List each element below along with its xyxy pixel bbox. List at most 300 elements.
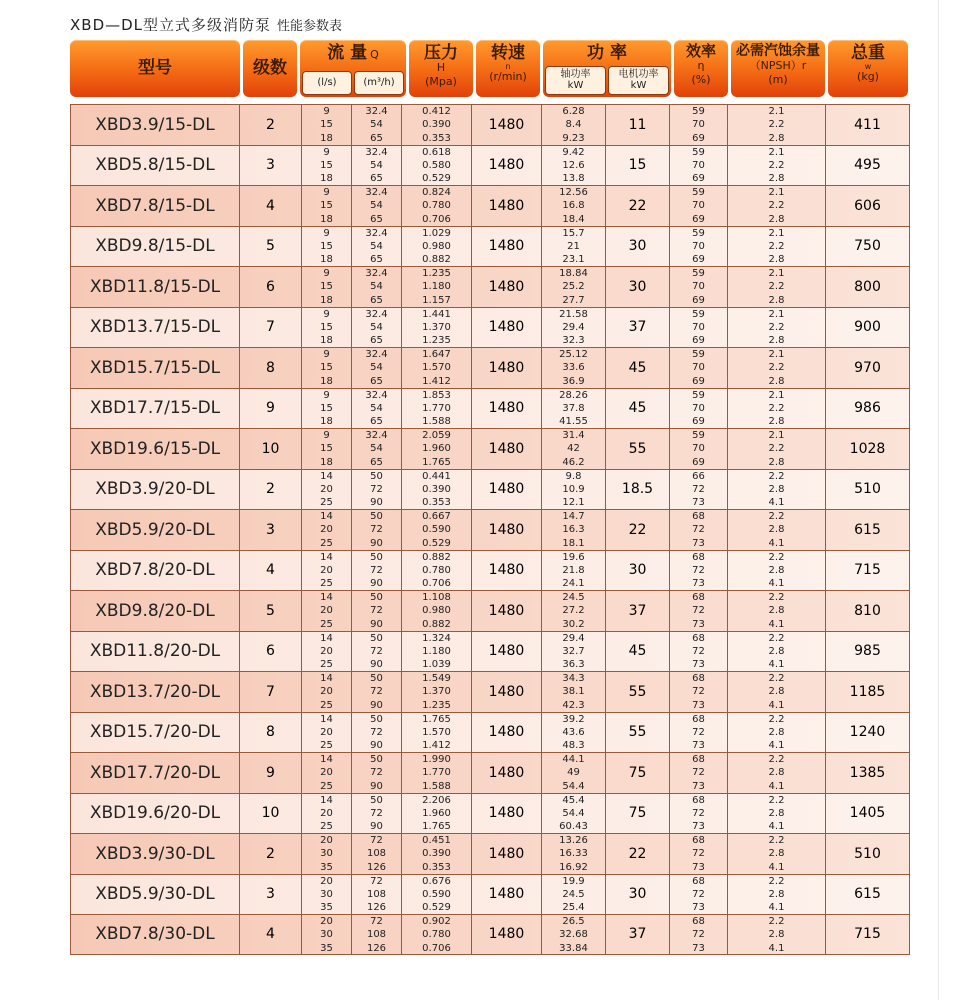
cell-motor: 22 (606, 186, 670, 226)
header-stage-label: 级数 (253, 58, 287, 78)
header-npsh-unit: (m) (768, 73, 788, 86)
cell-value: 27.2 (562, 605, 585, 617)
cell-value: 26.5 (562, 916, 585, 927)
cell-value: 20 (320, 686, 333, 698)
cell-value: 59 (692, 227, 705, 239)
cell-value: 54 (370, 119, 383, 131)
cell-value: 90 (370, 578, 383, 590)
cell-stage: 3 (240, 146, 302, 186)
cell-value: 72 (692, 686, 705, 698)
cell-value: 1.324 (422, 632, 451, 644)
cell-value: 0.667 (422, 511, 451, 522)
cell-value: 2.8 (768, 213, 785, 225)
cell-stage: 7 (240, 308, 302, 348)
cell-value: 21.8 (562, 564, 585, 576)
cell-value: 32.68 (559, 929, 588, 941)
cell-value: 2.1 (768, 349, 785, 360)
cell-value: 69 (692, 375, 705, 387)
cell-npsh (728, 794, 826, 834)
cell-value: 2.8 (768, 132, 785, 144)
cell-value: 59 (692, 106, 705, 117)
cell-value: 46.2 (562, 456, 585, 468)
table-row (70, 104, 910, 145)
cell-value: 30 (320, 848, 333, 860)
cell-value: 68 (692, 754, 705, 765)
cell-value: 0.412 (422, 106, 451, 117)
cell-value: 20 (320, 767, 333, 779)
cell-model: XBD17.7/20-DL (70, 753, 240, 793)
cell-value: 73 (692, 902, 705, 914)
cell-value: 32.3 (562, 335, 585, 347)
cell-value: 9 (323, 106, 330, 117)
cell-value: 90 (370, 780, 383, 792)
cell-value: 2.1 (768, 430, 785, 441)
cell-value: 19.9 (562, 875, 585, 887)
cell-weight: 985 (826, 632, 910, 672)
cell-value: 50 (370, 551, 383, 563)
cell-npsh (728, 753, 826, 793)
cell-value: 50 (370, 754, 383, 765)
cell-value: 32.4 (365, 187, 388, 198)
cell-value: 2.8 (768, 605, 785, 617)
cell-value: 54 (370, 443, 383, 455)
cell-value: 20 (320, 483, 333, 495)
cell-value: 2.8 (768, 929, 785, 941)
header-model (70, 40, 240, 97)
cell-value: 20 (320, 726, 333, 738)
cell-stage: 7 (240, 672, 302, 712)
cell-flowm3 (352, 591, 402, 631)
cell-value: 2.8 (768, 173, 785, 185)
cell-motor: 37 (606, 591, 670, 631)
cell-motor: 75 (606, 794, 670, 834)
cell-flowls (302, 834, 352, 874)
cell-npsh (728, 672, 826, 712)
cell-value: 70 (692, 402, 705, 414)
cell-shaft (542, 794, 606, 834)
cell-stage: 5 (240, 227, 302, 267)
cell-model: XBD9.8/15-DL (70, 227, 240, 267)
cell-flowls (302, 510, 352, 550)
cell-value: 21 (567, 240, 580, 252)
cell-value: 70 (692, 321, 705, 333)
cell-stage: 10 (240, 794, 302, 834)
cell-value: 72 (370, 524, 383, 536)
table-row (70, 185, 910, 226)
cell-speed: 1480 (472, 389, 542, 429)
cell-value: 39.2 (562, 713, 585, 725)
cell-value: 2.8 (768, 524, 785, 536)
cell-head (402, 591, 472, 631)
cell-eff (670, 348, 728, 388)
cell-shaft (542, 510, 606, 550)
cell-value: 24.5 (562, 592, 585, 603)
cell-flowls (302, 227, 352, 267)
cell-speed: 1480 (472, 632, 542, 672)
cell-value: 72 (370, 686, 383, 698)
cell-value: 90 (370, 497, 383, 509)
cell-value: 15 (320, 362, 333, 374)
cell-flowm3 (352, 227, 402, 267)
cell-value: 24.5 (562, 888, 585, 900)
cell-model: XBD3.9/30-DL (70, 834, 240, 874)
header-head-sym: H (436, 61, 446, 74)
table-row (70, 145, 910, 186)
cell-value: 0.882 (422, 551, 451, 563)
cell-value: 0.353 (422, 132, 451, 144)
cell-model: XBD13.7/20-DL (70, 672, 240, 712)
cell-npsh (728, 389, 826, 429)
cell-value: 0.529 (422, 173, 451, 185)
cell-speed: 1480 (472, 753, 542, 793)
cell-stage: 9 (240, 389, 302, 429)
cell-value: 18.84 (559, 268, 588, 279)
cell-flowls (302, 105, 352, 145)
cell-value: 30 (320, 929, 333, 941)
cell-shaft (542, 632, 606, 672)
cell-value: 13.8 (562, 173, 585, 185)
cell-eff (670, 915, 728, 954)
cell-value: 42.3 (562, 699, 585, 711)
cell-flowm3 (352, 186, 402, 226)
cell-eff (670, 429, 728, 469)
cell-stage: 4 (240, 551, 302, 591)
cell-flowls (302, 632, 352, 672)
cell-value: 34.3 (562, 673, 585, 684)
cell-motor: 75 (606, 753, 670, 793)
cell-flowls (302, 429, 352, 469)
cell-value: 69 (692, 132, 705, 144)
cell-motor: 37 (606, 915, 670, 954)
cell-value: 59 (692, 187, 705, 198)
cell-eff (670, 510, 728, 550)
cell-value: 59 (692, 389, 705, 401)
cell-value: 1.765 (422, 456, 451, 468)
cell-speed: 1480 (472, 146, 542, 186)
cell-value: 69 (692, 213, 705, 225)
header-npsh-sym: （NPSH）r (749, 59, 807, 72)
cell-value: 18 (320, 456, 333, 468)
cell-npsh (728, 510, 826, 550)
table-row (70, 347, 910, 388)
cell-value: 0.618 (422, 146, 451, 158)
header-weight (828, 40, 908, 97)
cell-head (402, 753, 472, 793)
cell-value: 90 (370, 699, 383, 711)
cell-value: 70 (692, 281, 705, 293)
cell-value: 25 (320, 699, 333, 711)
cell-value: 73 (692, 659, 705, 671)
cell-weight: 411 (826, 105, 910, 145)
cell-value: 72 (692, 888, 705, 900)
cell-value: 23.1 (562, 254, 585, 266)
cell-value: 0.590 (422, 524, 451, 536)
cell-value: 1.853 (422, 389, 451, 401)
cell-value: 2.2 (768, 592, 785, 603)
cell-head (402, 429, 472, 469)
header-weight-unit: (kg) (857, 70, 879, 83)
cell-flowls (302, 267, 352, 307)
cell-value: 1.157 (422, 294, 451, 306)
cell-value: 18 (320, 294, 333, 306)
cell-stage: 2 (240, 834, 302, 874)
header-npsh (731, 40, 825, 97)
cell-value: 68 (692, 916, 705, 927)
cell-value: 18.1 (562, 537, 585, 549)
cell-value: 41.55 (559, 416, 588, 428)
cell-value: 54.4 (562, 807, 585, 819)
cell-value: 65 (370, 132, 383, 144)
cell-value: 1.549 (422, 673, 451, 684)
cell-value: 73 (692, 821, 705, 833)
cell-value: 73 (692, 780, 705, 792)
cell-value: 72 (692, 929, 705, 941)
cell-value: 15.7 (562, 227, 585, 239)
cell-value: 2.8 (768, 483, 785, 495)
cell-value: 2.2 (768, 470, 785, 482)
cell-value: 14 (320, 713, 333, 725)
cell-flowls (302, 672, 352, 712)
cell-value: 2.2 (768, 119, 785, 131)
header-speed-unit: (r/min) (489, 70, 527, 83)
cell-value: 1.588 (422, 780, 451, 792)
cell-value: 15 (320, 240, 333, 252)
cell-value: 15 (320, 321, 333, 333)
cell-motor: 55 (606, 713, 670, 753)
cell-value: 73 (692, 618, 705, 630)
cell-value: 1.180 (422, 281, 451, 293)
cell-value: 2.8 (768, 335, 785, 347)
table-row (70, 752, 910, 793)
cell-value: 2.2 (768, 159, 785, 171)
cell-value: 4.1 (768, 821, 785, 833)
cell-value: 9.23 (562, 132, 585, 144)
cell-head (402, 551, 472, 591)
cell-value: 72 (692, 726, 705, 738)
cell-value: 70 (692, 362, 705, 374)
cell-value: 72 (370, 767, 383, 779)
cell-shaft (542, 186, 606, 226)
cell-value: 36.3 (562, 659, 585, 671)
cell-value: 69 (692, 456, 705, 468)
cell-value: 14 (320, 470, 333, 482)
cell-flowm3 (352, 753, 402, 793)
cell-shaft (542, 875, 606, 915)
cell-stage: 6 (240, 267, 302, 307)
cell-value: 2.1 (768, 308, 785, 320)
cell-value: 9 (323, 268, 330, 279)
cell-value: 1.412 (422, 740, 451, 752)
cell-weight: 1028 (826, 429, 910, 469)
cell-shaft (542, 429, 606, 469)
cell-value: 18 (320, 335, 333, 347)
cell-value: 2.059 (422, 430, 451, 441)
cell-value: 1.039 (422, 659, 451, 671)
cell-speed: 1480 (472, 470, 542, 510)
cell-value: 65 (370, 416, 383, 428)
cell-shaft (542, 470, 606, 510)
cell-flowm3 (352, 713, 402, 753)
cell-head (402, 875, 472, 915)
cell-shaft (542, 105, 606, 145)
cell-flowls (302, 308, 352, 348)
cell-head (402, 105, 472, 145)
cell-value: 4.1 (768, 740, 785, 752)
cell-flowls (302, 186, 352, 226)
cell-model: XBD5.9/20-DL (70, 510, 240, 550)
cell-value: 18 (320, 173, 333, 185)
cell-flowm3 (352, 875, 402, 915)
cell-motor: 37 (606, 308, 670, 348)
cell-eff (670, 632, 728, 672)
cell-value: 2.8 (768, 686, 785, 698)
table-row (70, 590, 910, 631)
cell-value: 25 (320, 659, 333, 671)
cell-value: 30 (320, 888, 333, 900)
cell-value: 20 (320, 524, 333, 536)
cell-value: 72 (370, 605, 383, 617)
cell-value: 0.902 (422, 916, 451, 927)
header-head-label: 压力 (424, 43, 458, 63)
cell-eff (670, 794, 728, 834)
cell-flowm3 (352, 429, 402, 469)
cell-speed: 1480 (472, 429, 542, 469)
cell-value: 2.2 (768, 200, 785, 212)
cell-speed: 1480 (472, 308, 542, 348)
cell-value: 4.1 (768, 942, 785, 954)
cell-value: 0.706 (422, 942, 451, 954)
cell-value: 2.8 (768, 294, 785, 306)
cell-value: 2.8 (768, 564, 785, 576)
cell-value: 2.2 (768, 916, 785, 927)
cell-value: 24.1 (562, 578, 585, 590)
performance-table (70, 104, 910, 955)
cell-eff (670, 146, 728, 186)
cell-value: 0.780 (422, 929, 451, 941)
cell-value: 49 (567, 767, 580, 779)
cell-value: 20 (320, 807, 333, 819)
title-main: XBD—DL型立式多级消防泵 (70, 16, 272, 34)
cell-shaft (542, 146, 606, 186)
cell-npsh (728, 915, 826, 954)
cell-eff (670, 713, 728, 753)
cell-npsh (728, 632, 826, 672)
cell-value: 72 (692, 605, 705, 617)
cell-value: 45.4 (562, 794, 585, 806)
cell-value: 90 (370, 618, 383, 630)
cell-value: 20 (320, 564, 333, 576)
cell-value: 9.42 (562, 146, 585, 158)
cell-speed: 1480 (472, 510, 542, 550)
cell-flowls (302, 753, 352, 793)
cell-value: 4.1 (768, 699, 785, 711)
cell-value: 90 (370, 537, 383, 549)
cell-value: 73 (692, 699, 705, 711)
table-row (70, 226, 910, 267)
cell-motor: 22 (606, 510, 670, 550)
cell-value: 43.6 (562, 726, 585, 738)
cell-head (402, 227, 472, 267)
cell-value: 50 (370, 592, 383, 603)
cell-value: 68 (692, 632, 705, 644)
cell-model: XBD11.8/15-DL (70, 267, 240, 307)
cell-value: 50 (370, 470, 383, 482)
cell-eff (670, 227, 728, 267)
cell-value: 13.26 (559, 835, 588, 846)
cell-model: XBD7.8/15-DL (70, 186, 240, 226)
cell-value: 32.4 (365, 268, 388, 279)
cell-stage: 10 (240, 429, 302, 469)
cell-value: 0.780 (422, 564, 451, 576)
cell-value: 12.6 (562, 159, 585, 171)
cell-value: 1.370 (422, 321, 451, 333)
cell-value: 72 (692, 645, 705, 657)
cell-model: XBD5.9/30-DL (70, 875, 240, 915)
cell-value: 2.8 (768, 416, 785, 428)
cell-weight: 970 (826, 348, 910, 388)
cell-stage: 4 (240, 186, 302, 226)
cell-value: 0.590 (422, 888, 451, 900)
cell-eff (670, 551, 728, 591)
cell-value: 0.529 (422, 537, 451, 549)
table-row (70, 550, 910, 591)
cell-value: 2.206 (422, 794, 451, 806)
cell-value: 2.2 (768, 551, 785, 563)
cell-value: 27.7 (562, 294, 585, 306)
cell-value: 18 (320, 213, 333, 225)
cell-value: 54 (370, 321, 383, 333)
cell-flowm3 (352, 267, 402, 307)
cell-npsh (728, 470, 826, 510)
cell-value: 69 (692, 254, 705, 266)
cell-value: 72 (370, 726, 383, 738)
cell-value: 31.4 (562, 430, 585, 441)
header-eff (674, 40, 728, 97)
cell-value: 50 (370, 673, 383, 684)
cell-value: 70 (692, 119, 705, 131)
cell-value: 69 (692, 416, 705, 428)
cell-npsh (728, 591, 826, 631)
cell-value: 72 (692, 564, 705, 576)
header-stage (243, 40, 297, 97)
cell-model: XBD7.8/20-DL (70, 551, 240, 591)
cell-flowm3 (352, 470, 402, 510)
header-speed-sym: n (505, 62, 511, 71)
cell-value: 0.390 (422, 119, 451, 131)
cell-value: 14 (320, 754, 333, 765)
cell-value: 32.4 (365, 106, 388, 117)
cell-motor: 45 (606, 348, 670, 388)
cell-flowm3 (352, 834, 402, 874)
cell-value: 15 (320, 159, 333, 171)
table-row (70, 266, 910, 307)
cell-value: 70 (692, 240, 705, 252)
cell-eff (670, 875, 728, 915)
cell-value: 54 (370, 402, 383, 414)
cell-npsh (728, 105, 826, 145)
cell-speed: 1480 (472, 105, 542, 145)
cell-value: 0.980 (422, 605, 451, 617)
header-speed-label: 转速 (491, 43, 525, 63)
cell-flowls (302, 348, 352, 388)
cell-value: 18 (320, 254, 333, 266)
cell-value: 35 (320, 861, 333, 873)
cell-value: 2.2 (768, 713, 785, 725)
cell-value: 18 (320, 416, 333, 428)
cell-value: 65 (370, 213, 383, 225)
cell-value: 65 (370, 173, 383, 185)
cell-motor: 45 (606, 632, 670, 672)
